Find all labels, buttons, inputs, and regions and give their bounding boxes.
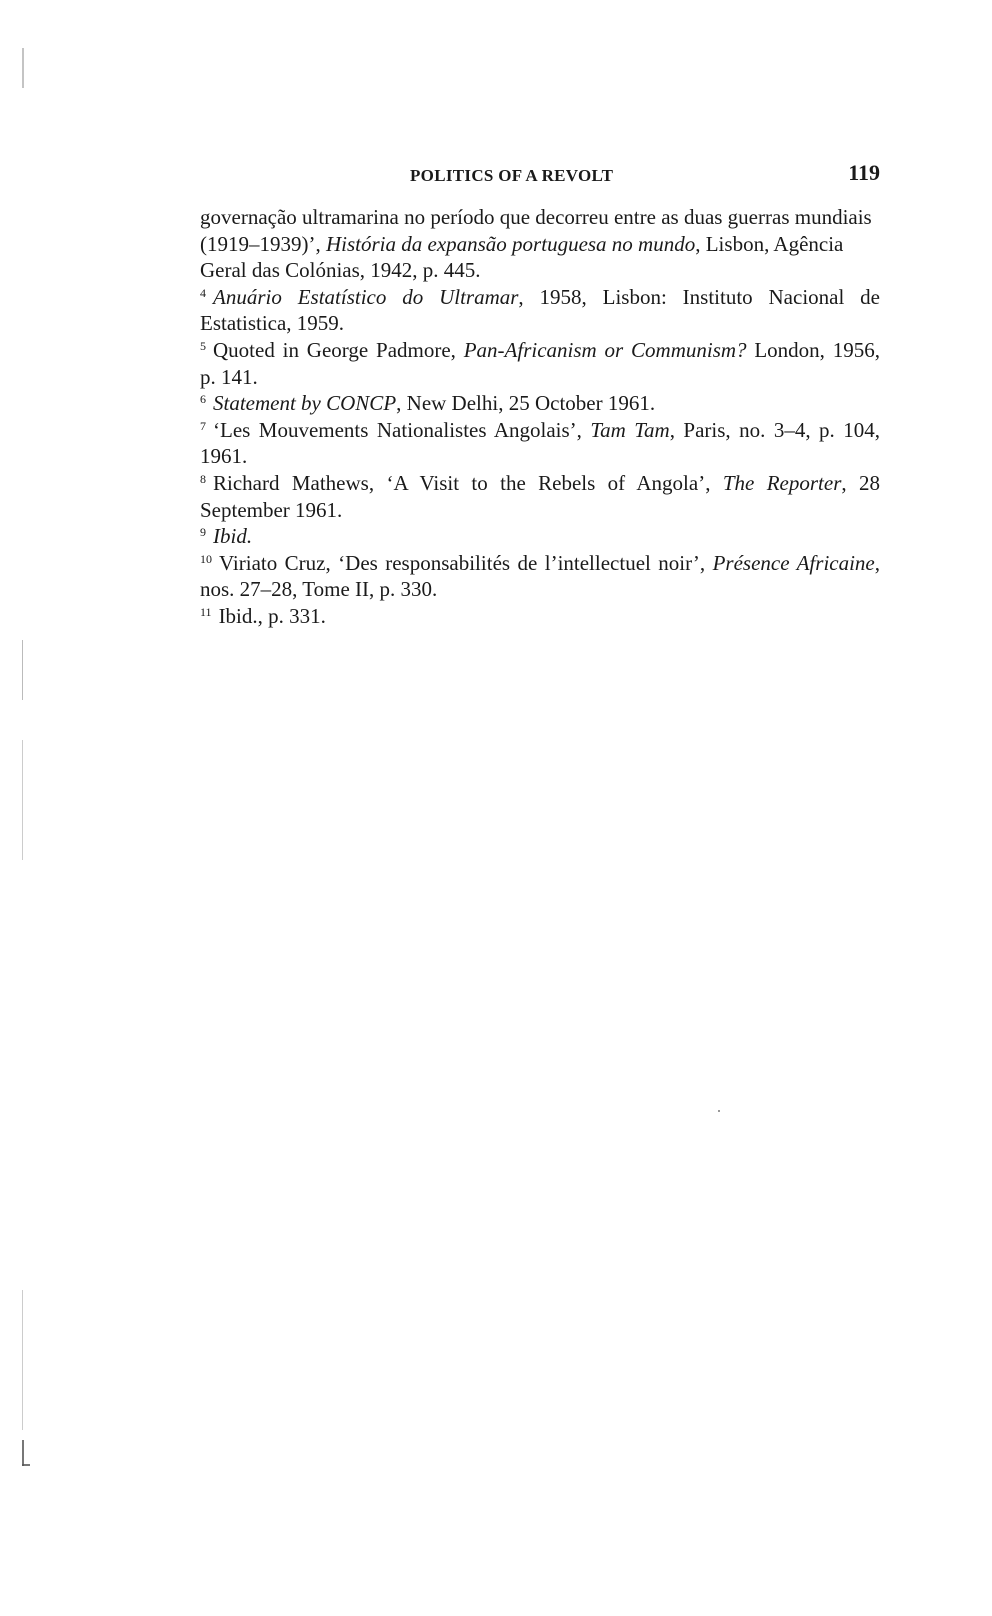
note-title: História da expansão portuguesa no mundo bbox=[325, 231, 696, 256]
note-marker: 9 bbox=[200, 525, 206, 540]
note-marker: 6 bbox=[200, 392, 206, 407]
scan-artifact bbox=[718, 1110, 720, 1112]
note-text: governação ultramarina no período que decorreu entre as duas guerras mundiais (1919–1939)’, bbox=[200, 205, 872, 256]
scan-artifact bbox=[22, 1290, 23, 1430]
note-text: , Lisbon, Agência Geral das Colónias, 1942, p. 445. bbox=[200, 231, 844, 283]
note-text: , 28 September 1961. bbox=[200, 470, 880, 522]
note-text: Ibid., p. 331. bbox=[218, 603, 326, 628]
note-text: , nos. 27–28, Tome II, p. 330. bbox=[200, 550, 880, 602]
scan-artifact bbox=[22, 1464, 30, 1466]
note-text: Richard Mathews, ‘A Visit to the Rebels of Angola’, bbox=[213, 470, 723, 495]
note-title: Présence Africaine bbox=[712, 550, 875, 575]
page-header bbox=[200, 160, 880, 192]
note-9 bbox=[200, 523, 880, 550]
note-text: ‘Les Mouvements Nationalistes Angolais’, bbox=[213, 417, 591, 442]
note-11 bbox=[200, 603, 880, 630]
note-10 bbox=[200, 550, 880, 603]
note-text: , 1958, Lisbon: Instituto Nacional de Estatistica, 1959. bbox=[200, 284, 880, 336]
note-marker: 5 bbox=[200, 338, 206, 353]
note-title: Pan-Africanism or Communism? bbox=[463, 337, 747, 362]
note-5 bbox=[200, 337, 880, 390]
note-marker: 4 bbox=[200, 285, 206, 300]
scan-artifact bbox=[22, 740, 23, 860]
scan-artifact bbox=[22, 48, 24, 88]
note-marker: 10 bbox=[200, 551, 212, 566]
scan-artifact bbox=[22, 1440, 24, 1466]
note-4 bbox=[200, 284, 880, 337]
note-marker: 11 bbox=[200, 604, 212, 619]
note-title: Statement by CONCP bbox=[213, 391, 397, 416]
note-6 bbox=[200, 390, 880, 417]
note-text: Quoted in George Padmore, bbox=[213, 337, 464, 362]
note-marker: 8 bbox=[200, 471, 206, 486]
note-marker: 7 bbox=[200, 418, 206, 433]
note-7 bbox=[200, 417, 880, 470]
note-text: London, 1956, p. 141. bbox=[200, 337, 880, 389]
note-text: , Paris, no. 3–4, p. 104, 1961. bbox=[200, 417, 881, 469]
page-number: 119 bbox=[848, 160, 880, 185]
endnotes bbox=[200, 204, 880, 630]
note-8 bbox=[200, 470, 880, 523]
running-head: POLITICS OF A REVOLT bbox=[410, 166, 614, 185]
note-title: Ibid. bbox=[213, 524, 253, 549]
note-text: , New Delhi, 25 October 1961. bbox=[396, 391, 656, 416]
note-continuation bbox=[200, 204, 880, 284]
note-title: Anuário Estatístico do Ultramar bbox=[213, 284, 519, 309]
note-text: Viriato Cruz, ‘Des responsabilités de l’intellectuel noir’, bbox=[219, 550, 713, 575]
scan-artifact bbox=[22, 640, 23, 700]
note-title: Tam Tam bbox=[590, 417, 670, 442]
note-title: The Reporter bbox=[722, 470, 842, 495]
